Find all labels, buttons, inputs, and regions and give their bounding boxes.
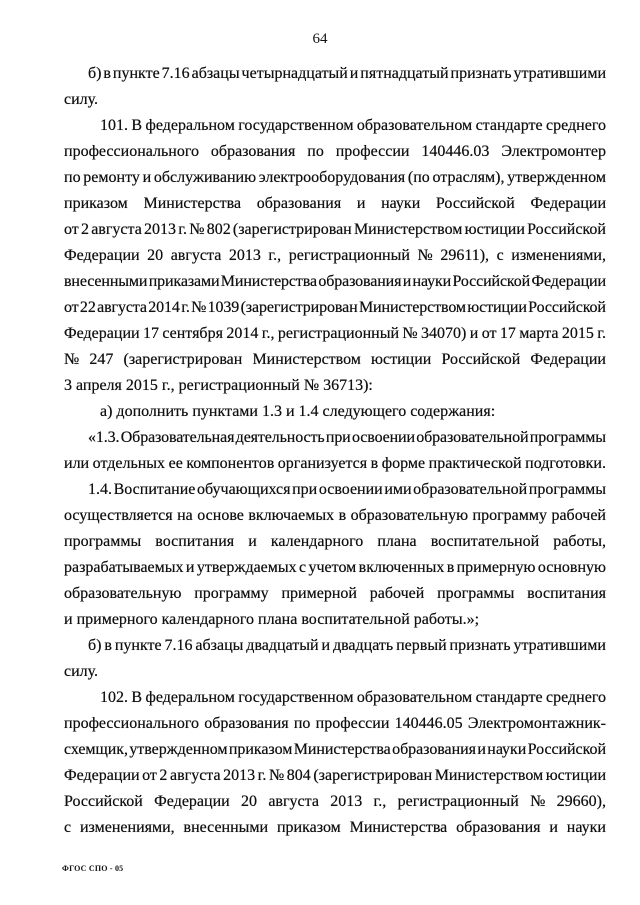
text-line: профессионального образования по профессии 140446.03 Электромонтер	[64, 143, 606, 161]
text-line: 1.4. Воспитание обучающихся при освоении ими образовательной программы	[88, 481, 606, 499]
text-line: внесенными приказами Министерства образования и науки Российской Федерации	[64, 273, 606, 291]
text-line: силу.	[64, 663, 99, 681]
text-line: Федерации 17 сентября 2014 г., регистрационный № 34070) и от 17 марта 2015 г.	[64, 325, 606, 343]
text-line-row	[64, 607, 606, 633]
text-line-row	[64, 529, 606, 555]
text-line-row	[64, 503, 606, 529]
text-line-row	[64, 243, 606, 269]
text-line: приказом Министерства образования и науки Российской Федерации	[64, 195, 606, 213]
text-line: и примерного календарного плана воспитательной работы.»;	[64, 611, 480, 629]
text-line: или отдельных ее компонентов организуется в форме практической подготовки.	[64, 455, 606, 473]
text-line: 3 апреля 2015 г., регистрационный № 36713):	[64, 377, 373, 395]
text-line: б) в пункте 7.16 абзацы четырнадцатый и пятнадцатый признать утратившими	[88, 65, 606, 82]
text-line: профессионального образования по профессии 140446.05 Электромонтажник-	[64, 715, 606, 733]
text-line: 101. В федеральном государственном образовательном стандарте среднего	[100, 117, 606, 135]
text-line: программы воспитания и календарного плана воспитательной работы,	[64, 533, 606, 551]
text-line-row	[64, 685, 606, 711]
text-line: б) в пункте 7.16 абзацы двадцатый и двадцать первый признать утратившими	[88, 637, 606, 655]
text-line: «1.3. Образовательная деятельность при освоении образовательной программы	[88, 429, 606, 447]
text-line-row	[64, 295, 606, 321]
text-line: от 2 августа 2013 г. № 802 (зарегистрирован Министерством юстиции Российской	[64, 221, 606, 239]
footer-code: ФГОС СПО - 05	[62, 864, 124, 873]
text-line-row	[64, 87, 606, 113]
text-line-row	[64, 373, 606, 399]
text-line-row	[64, 815, 606, 841]
text-line-row	[64, 269, 606, 295]
text-line: а) дополнить пунктами 1.3 и 1.4 следующего содержания:	[100, 403, 496, 421]
text-line: с изменениями, внесенными приказом Министерства образования и науки	[64, 819, 606, 837]
text-line: схемщик, утвержденном приказом Министерства образования и науки Российской	[64, 741, 606, 759]
text-line-row	[64, 581, 606, 607]
text-line: 102. В федеральном государственном образовательном стандарте среднего	[100, 689, 606, 707]
text-line-row	[64, 555, 606, 581]
text-line: осуществляется на основе включаемых в образовательную программу рабочей	[64, 507, 606, 525]
text-line-row	[64, 633, 606, 659]
text-line-row	[64, 451, 606, 477]
text-line-row	[64, 737, 606, 763]
text-line-row	[64, 113, 606, 139]
text-line: образовательную программу примерной рабочей программы воспитания	[64, 585, 606, 603]
text-line: разрабатываемых и утверждаемых с учетом включенных в примерную основную	[64, 559, 606, 577]
document-body	[64, 61, 606, 841]
text-line-row	[64, 165, 606, 191]
text-line: по ремонту и обслуживанию электрооборудования (по отраслям), утвержденном	[64, 169, 606, 187]
text-line-row	[64, 425, 606, 451]
text-line-row	[64, 659, 606, 685]
text-line: Федерации от 2 августа 2013 г. № 804 (зарегистрирован Министерством юстиции	[64, 767, 606, 785]
text-line: Российской Федерации 20 августа 2013 г., регистрационный № 29660),	[64, 793, 606, 811]
text-line: № 247 (зарегистрирован Министерством юстиции Российской Федерации	[64, 351, 606, 369]
text-line-row	[64, 139, 606, 165]
text-line-row	[64, 321, 606, 347]
text-line-row	[64, 789, 606, 815]
text-line-row	[64, 191, 606, 217]
text-line-row	[64, 347, 606, 373]
text-line: силу.	[64, 91, 99, 109]
page-number: 64	[312, 31, 328, 47]
text-line: Федерации 20 августа 2013 г., регистрационный № 29611), с изменениями,	[64, 247, 606, 265]
text-line-row	[64, 399, 606, 425]
text-line-row	[64, 217, 606, 243]
text-line-row	[64, 711, 606, 737]
text-line-row	[64, 61, 606, 87]
text-line-row	[64, 477, 606, 503]
text-line-row	[64, 763, 606, 789]
text-line: от 22 августа 2014 г. № 1039 (зарегистрирован Министерством юстиции Российской	[64, 299, 606, 317]
